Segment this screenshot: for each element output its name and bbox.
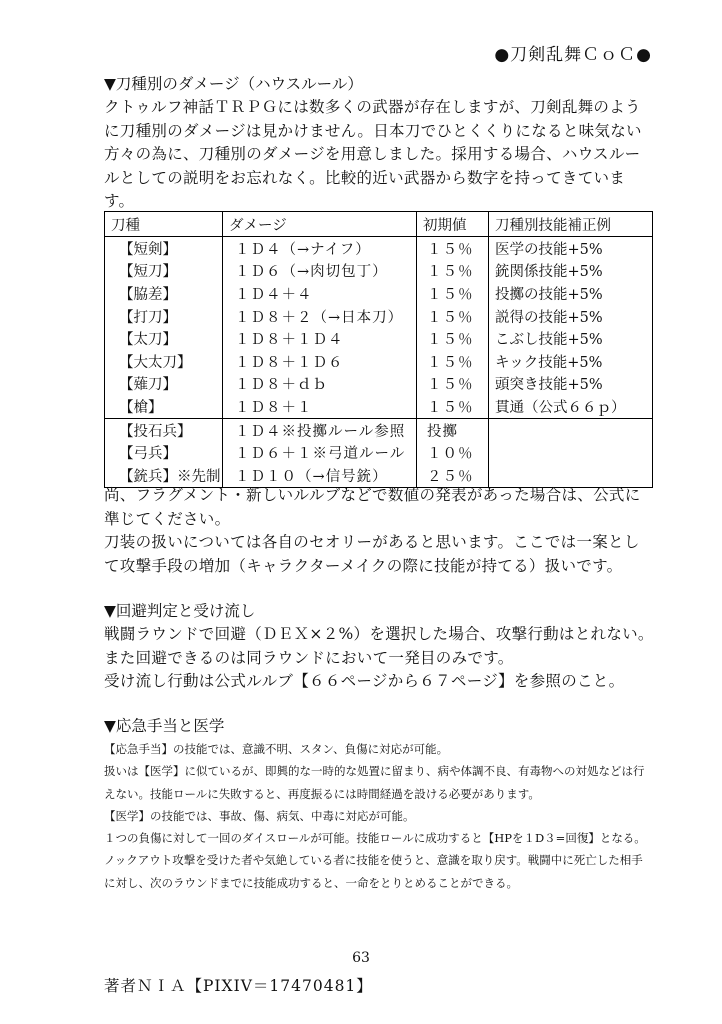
col-header-bonus: 刀種別技能補正例 [489,212,653,237]
cell-damage: １Ｄ１０（→信号銃） [223,464,417,487]
evasion-section [104,600,654,694]
first-aid-line: 【医学】の技能では、事故、傷、病気、中毒に対応が可能。 [104,808,415,823]
damage-table-header [105,212,653,237]
cell-bonus: 医学の技能+5% [489,237,653,260]
cell-initial: ２５％ [417,464,489,487]
first-aid-line: １つの負傷に対して一回のダイスロールが可能。技能ロールに成功すると【HPを１D３=回復】となる。ノックアウト攻撃を受けた者や気絶している者に技能を使うと、意識を取り戻す。戦闘中に死亡した相手に対し、次のラウンドまでに技能成功すると、一命をとりとめることができる。 [104,831,646,890]
notes-section [104,484,654,578]
cell-bonus: 頭突き技能+5% [489,373,653,396]
evasion-section-title: ▼回避判定と受け流し [104,602,256,620]
table-row [105,282,653,305]
col-header-type: 刀種 [105,212,223,237]
cell-damage: １Ｄ８＋１ [223,395,417,418]
cell-damage: １Ｄ６＋１※弓道ルール [223,441,417,464]
col-header-initial: 初期値 [417,212,489,237]
note-official: 尚、フラグメント・新しいルルブなどで数値の発表があった場合は、公式に準じてください。 [104,486,641,528]
cell-initial: １５％ [417,395,489,418]
damage-section-intro: クトゥルフ神話ＴＲＰＧには数多くの武器が存在しますが、刀剣乱舞のように刀種別のダメージは見かけません。日本刀でひとくくりになると味気ない方々の為に、刀種別のダメージを用意しました。採用する場合、ハウスルールとしての説明をお忘れなく。比較的近い武器から数字を持ってきています。 [104,98,642,210]
author-credit: 著者ＮＩＡ【PIXIV＝17470481】 [104,977,373,995]
cell-damage: １Ｄ８＋１Ｄ６ [223,350,417,373]
first-aid-line: 扱いは【医学】に似ているが、即興的な一時的な処置に留まり、病や体調不良、有毒物への対処などは行えない。技能ロールに失敗すると、再度振るには時間経過を設ける必要があります。 [104,764,645,801]
cell-type: 【短剣】 [105,237,223,260]
evasion-line: 戦闘ラウンドで回避（ＤＥＸ×２%）を選択した場合、攻撃行動はとれない。 [104,625,654,643]
cell-initial: １５％ [417,305,489,328]
cell-initial: １５％ [417,282,489,305]
evasion-line: また回避できるのは同ラウンドにおいて一発目のみです。 [104,648,514,667]
cell-damage: １Ｄ６（→肉切包丁） [223,260,417,283]
damage-section [104,73,654,214]
cell-initial: 投擲 [417,418,489,441]
cell-bonus [489,418,653,441]
cell-damage: １Ｄ８＋２（→日本刀） [223,305,417,328]
table-row [105,327,653,350]
note-tousou: 刀装の扱いについては各自のセオリーがあると思います。ここでは一案として攻撃手段の増加（キャラクターメイクの際に技能が持てる）扱いです。 [104,533,640,575]
table-row [105,260,653,283]
cell-damage: １Ｄ４※投擲ルール参照 [223,418,417,441]
cell-initial: １５％ [417,260,489,283]
cell-bonus: 投擲の技能+5% [489,282,653,305]
table-row [105,441,653,464]
table-row [105,373,653,396]
table-row [105,418,653,441]
cell-type: 【脇差】 [105,282,223,305]
cell-type: 【大太刀】 [105,350,223,373]
cell-type: 【打刀】 [105,305,223,328]
cell-bonus: こぶし技能+5% [489,327,653,350]
cell-bonus: キック技能+5% [489,350,653,373]
table-row [105,395,653,418]
cell-initial: １５％ [417,237,489,260]
cell-damage: １Ｄ４＋４ [223,282,417,305]
header-title: ●刀剣乱舞ＣｏＣ● [494,45,652,65]
cell-damage: １Ｄ８＋１Ｄ４ [223,327,417,350]
first-aid-section [104,715,654,894]
cell-initial: １５％ [417,373,489,396]
cell-initial: １５％ [417,327,489,350]
cell-bonus: 説得の技能+5% [489,305,653,328]
table-row [105,305,653,328]
page-number: 63 [352,950,370,966]
cell-damage: １Ｄ８＋ｄｂ [223,373,417,396]
damage-section-title: ▼刀種別のダメージ（ハウスルール） [104,75,363,93]
cell-initial: １５％ [417,350,489,373]
cell-type: 【短刀】 [105,260,223,283]
cell-type: 【弓兵】 [105,441,223,464]
damage-table [104,211,653,488]
damage-table-body [105,237,653,488]
cell-type: 【太刀】 [105,327,223,350]
evasion-line: 受け流し行動は公式ルルブ【６６ページから６７ページ】を参照のこと。 [104,672,625,690]
col-header-damage: ダメージ [223,212,417,237]
cell-type: 【薙刀】 [105,373,223,396]
table-row [105,350,653,373]
first-aid-section-title: ▼応急手当と医学 [104,717,225,735]
cell-type: 【銃兵】※先制 [105,464,223,487]
table-row [105,237,653,260]
cell-damage: １Ｄ４（→ナイフ） [223,237,417,260]
cell-bonus: 貫通（公式６６ｐ） [489,395,653,418]
cell-bonus: 銃関係技能+5% [489,260,653,283]
cell-type: 【槍】 [105,395,223,418]
first-aid-line: 【応急手当】の技能では、意識不明、スタン、負傷に対応が可能。 [104,742,449,756]
cell-type: 【投石兵】 [105,418,223,441]
cell-bonus [489,441,653,464]
cell-initial: １０％ [417,441,489,464]
